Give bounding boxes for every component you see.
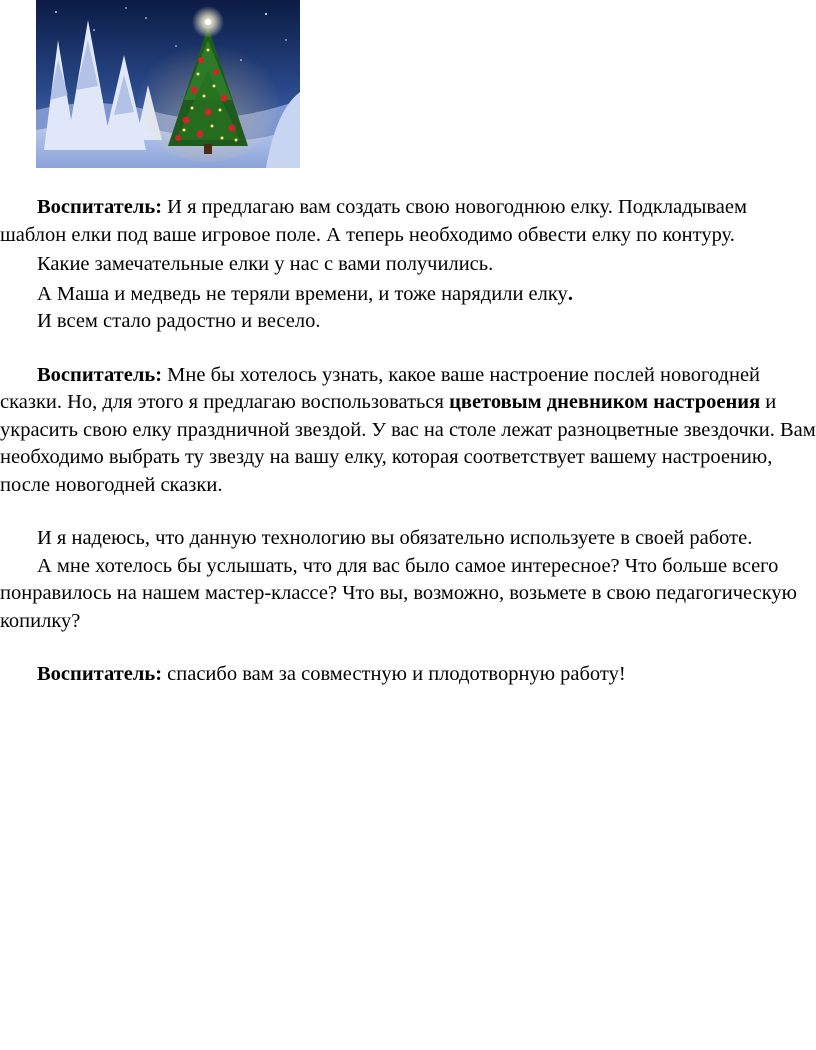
document-body (0, 194, 816, 689)
paragraph-intro (0, 194, 816, 249)
paragraph-mood (0, 362, 816, 500)
paragraph-masha (0, 281, 816, 309)
emphasis-mood-diary: цветовым дневником настроения (449, 391, 761, 413)
christmas-tree-photo (36, 0, 300, 168)
paragraph-trees: Какие замечательные елки у нас с вами получились. (37, 253, 494, 275)
speaker-label: Воспитатель: (37, 663, 163, 685)
paragraph-thanks (0, 661, 816, 689)
paragraph-text: А Маша и медведь не теряли времени, и тоже нарядили елку (37, 282, 568, 305)
paragraph-joy: И всем стало радостно и весело. (37, 310, 321, 332)
paragraph-text: И я предлагаю вам создать свою новогоднюю елку. Подкладываем шаблон елки под ваше игровое поле. А теперь необходимо обвести елку по контуру. (0, 196, 747, 246)
paragraph-text: Мне бы хотелось узнать, какое ваше настроение послей новогодней сказки. Но, для этого я предлагаю воспользоваться (0, 363, 761, 413)
paragraph-text: и украсить свою елку праздничной звездой. У вас на столе лежат разноцветные звездочки. Вам необходимо выбрать ту звезду на вашу елку, которая соответствует вашему настроению, после новогодней сказки. (0, 391, 816, 496)
christmas-tree-snow-photo-icon (36, 0, 300, 168)
paragraph-hope: И я надеюсь, что данную технологию вы обязательно используете в своей работе. (37, 527, 753, 549)
paragraph-question: А мне хотелось бы услышать, что для вас было самое интересное? Что больше всего понравилось на нашем мастер-классе? Что вы, возможно, возьмете в свою педагогическую копилку? (0, 554, 797, 632)
paragraph-text: спасибо вам за совместную и плодотворную работу! (162, 663, 626, 685)
speaker-label: Воспитатель: (37, 363, 163, 386)
paragraph-end: . (567, 282, 573, 305)
speaker-label: Воспитатель: (37, 196, 163, 218)
